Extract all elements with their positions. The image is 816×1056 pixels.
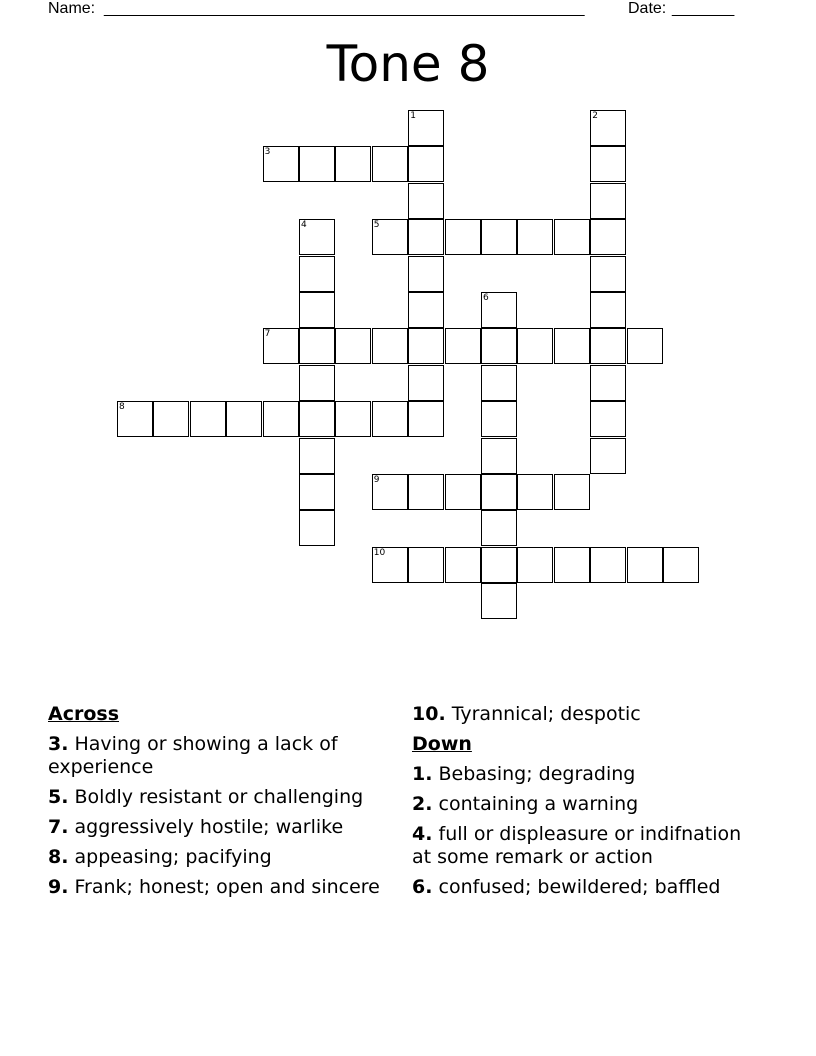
crossword-cell[interactable] xyxy=(481,474,517,510)
clue-text: Tyrannical; despotic xyxy=(451,703,641,725)
crossword-cell[interactable] xyxy=(481,510,517,546)
crossword-cell[interactable] xyxy=(517,474,553,510)
clue-number: 6. xyxy=(412,876,433,898)
crossword-cell[interactable] xyxy=(263,328,299,364)
crossword-cell[interactable] xyxy=(299,474,335,510)
crossword-cell[interactable] xyxy=(445,547,481,583)
crossword-cell[interactable] xyxy=(226,401,262,437)
crossword-cell[interactable] xyxy=(554,547,590,583)
clue-across-7 xyxy=(48,816,388,839)
crossword-cell[interactable] xyxy=(335,328,371,364)
crossword-cell[interactable] xyxy=(372,401,408,437)
crossword-cell[interactable] xyxy=(590,110,626,146)
clue-number-label: 6 xyxy=(483,293,489,303)
clue-number: 1. xyxy=(412,763,433,785)
crossword-cell[interactable] xyxy=(299,328,335,364)
crossword-cell[interactable] xyxy=(408,110,444,146)
crossword-cell[interactable] xyxy=(372,547,408,583)
crossword-cell[interactable] xyxy=(481,292,517,328)
crossword-cell[interactable] xyxy=(627,547,663,583)
date-field[interactable]: _______ xyxy=(672,0,735,17)
crossword-cell[interactable] xyxy=(408,547,444,583)
clue-number-label: 2 xyxy=(592,111,598,121)
clues-right-column xyxy=(412,703,757,906)
crossword-cell[interactable] xyxy=(590,328,626,364)
clue-number: 7. xyxy=(48,816,69,838)
crossword-cell[interactable] xyxy=(299,146,335,182)
crossword-cell[interactable] xyxy=(517,547,553,583)
crossword-cell[interactable] xyxy=(554,328,590,364)
crossword-cell[interactable] xyxy=(517,219,553,255)
clue-across-5 xyxy=(48,786,388,809)
crossword-cell[interactable] xyxy=(554,474,590,510)
crossword-cell[interactable] xyxy=(153,401,189,437)
crossword-cell[interactable] xyxy=(590,401,626,437)
clue-number-label: 4 xyxy=(301,220,307,231)
clue-number-label: 3 xyxy=(264,147,271,158)
crossword-cell[interactable] xyxy=(372,146,408,182)
date-label: Date: xyxy=(628,0,667,17)
clue-number-label: 9 xyxy=(373,475,380,485)
clue-number: 5. xyxy=(48,786,69,808)
clue-number-label: 5 xyxy=(373,220,380,231)
crossword-cell[interactable] xyxy=(335,401,371,437)
crossword-cell[interactable] xyxy=(445,328,481,364)
crossword-cell[interactable] xyxy=(299,256,335,292)
crossword-cell[interactable] xyxy=(590,146,626,182)
crossword-cell[interactable] xyxy=(263,146,299,182)
crossword-cell[interactable] xyxy=(481,583,517,619)
crossword-cell[interactable] xyxy=(408,401,444,437)
crossword-cell[interactable] xyxy=(372,328,408,364)
crossword-cell[interactable] xyxy=(408,328,444,364)
clue-down-4 xyxy=(412,823,757,869)
across-heading: Across xyxy=(48,703,120,725)
crossword-cell[interactable] xyxy=(408,292,444,328)
crossword-cell[interactable] xyxy=(481,438,517,474)
crossword-cell[interactable] xyxy=(590,183,626,219)
clue-number-label: 1 xyxy=(410,111,416,121)
crossword-cell[interactable] xyxy=(517,328,553,364)
crossword-cell[interactable] xyxy=(663,547,699,583)
crossword-cell[interactable] xyxy=(590,547,626,583)
crossword-cell[interactable] xyxy=(445,219,481,255)
clue-down-1 xyxy=(412,763,757,786)
clue-text: Frank; honest; open and sincere xyxy=(74,876,380,898)
clues-left-column xyxy=(48,703,388,906)
clue-text: Bebasing; degrading xyxy=(438,763,636,785)
crossword-cell[interactable] xyxy=(590,256,626,292)
clue-number: 3. xyxy=(48,733,69,755)
crossword-cell[interactable] xyxy=(590,292,626,328)
clue-number-label: 8 xyxy=(119,402,125,413)
clue-number: 2. xyxy=(412,793,433,815)
crossword-cell[interactable] xyxy=(372,474,408,510)
clue-text: confused; bewildered; baffled xyxy=(438,876,721,898)
crossword-cell[interactable] xyxy=(590,219,626,255)
crossword-cell[interactable] xyxy=(190,401,226,437)
name-field[interactable]: ______________________________________________________ xyxy=(104,0,585,17)
crossword-cell[interactable] xyxy=(481,365,517,401)
crossword-cell[interactable] xyxy=(372,219,408,255)
clue-text: full or displeasure or indifnation at some remark or action xyxy=(412,823,742,868)
crossword-cell[interactable] xyxy=(299,292,335,328)
clue-text: Having or showing a lack of experience xyxy=(48,733,338,778)
crossword-cell[interactable] xyxy=(481,401,517,437)
crossword-cell[interactable] xyxy=(408,365,444,401)
clue-number: 10. xyxy=(412,703,446,725)
clue-across-10 xyxy=(412,703,757,726)
clue-across-8 xyxy=(48,846,388,869)
crossword-cell[interactable] xyxy=(299,219,335,255)
clue-across-3 xyxy=(48,733,388,779)
crossword-cell[interactable] xyxy=(263,401,299,437)
crossword-cell[interactable] xyxy=(408,474,444,510)
clue-text: Boldly resistant or challenging xyxy=(74,786,364,808)
crossword-cell[interactable] xyxy=(590,438,626,474)
crossword-cell[interactable] xyxy=(299,365,335,401)
crossword-cell[interactable] xyxy=(408,256,444,292)
crossword-cell[interactable] xyxy=(554,219,590,255)
clue-across-9 xyxy=(48,876,388,899)
clue-number-label: 7 xyxy=(264,329,271,340)
clue-number: 9. xyxy=(48,876,69,898)
crossword-cell[interactable] xyxy=(299,510,335,546)
clue-down-6 xyxy=(412,876,757,899)
crossword-cell[interactable] xyxy=(481,219,517,255)
crossword-cell[interactable] xyxy=(445,474,481,510)
crossword-cell[interactable] xyxy=(408,219,444,255)
down-heading: Down xyxy=(412,733,472,755)
crossword-cell[interactable] xyxy=(627,328,663,364)
clue-down-2 xyxy=(412,793,757,816)
clue-text: containing a warning xyxy=(438,793,639,815)
name-label: Name: xyxy=(48,0,96,17)
clue-number-label: 10 xyxy=(373,547,386,558)
crossword-cell[interactable] xyxy=(481,547,517,583)
crossword-cell[interactable] xyxy=(590,365,626,401)
clue-number: 8. xyxy=(48,846,69,868)
clue-number: 4. xyxy=(412,823,433,845)
clue-text: appeasing; pacifying xyxy=(74,846,272,868)
crossword-cell[interactable] xyxy=(299,438,335,474)
clue-text: aggressively hostile; warlike xyxy=(74,816,344,838)
crossword-cell[interactable] xyxy=(335,146,371,182)
crossword-cell[interactable] xyxy=(299,401,335,437)
crossword-cell[interactable] xyxy=(408,146,444,182)
crossword-cell[interactable] xyxy=(408,183,444,219)
crossword-cell[interactable] xyxy=(481,328,517,364)
crossword-cell[interactable] xyxy=(117,401,153,437)
page-title: Tone 8 xyxy=(326,35,490,93)
